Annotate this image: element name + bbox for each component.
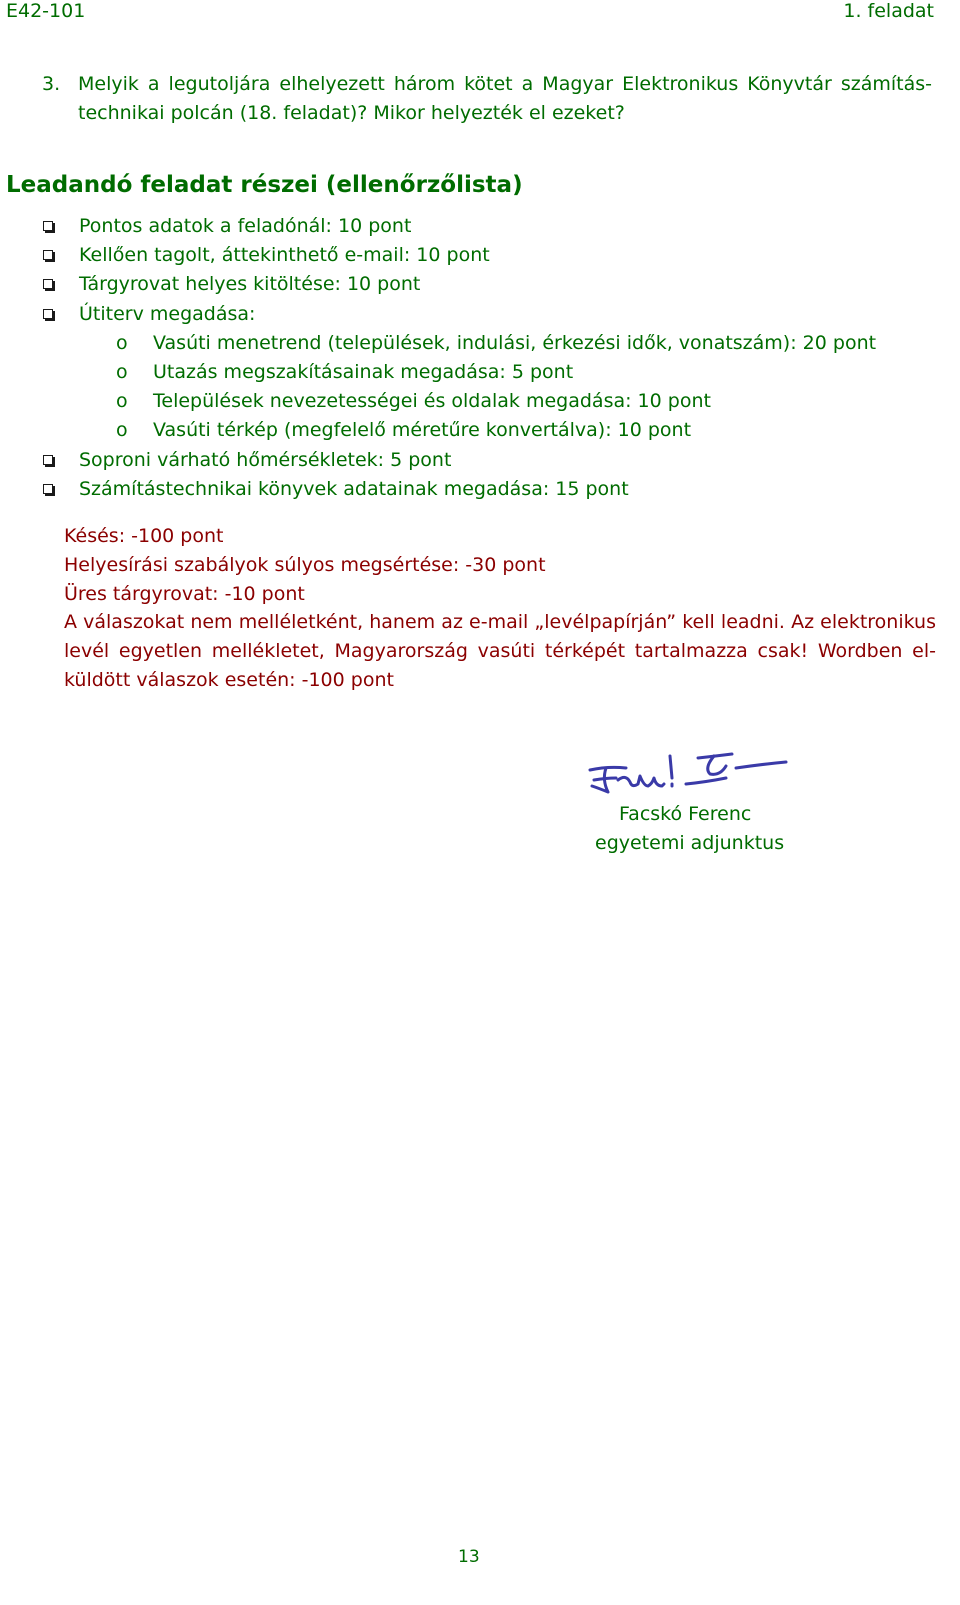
checklist-subitem-label: Települések nevezetességei és oldalak megadása: 10 pont [153,390,711,413]
circle-bullet-icon: o [116,390,128,413]
signature-stroke [670,756,672,778]
penalty-notes [64,522,936,695]
checklist-subitem [0,329,960,358]
checklist-item [0,212,960,241]
checkbox-icon [43,250,53,260]
question-3 [42,70,932,128]
checklist-subitem [0,416,960,445]
checklist-item-label: Számítástechnikai könyvek adatainak megadása: 15 pont [79,477,629,500]
checklist-item [0,241,960,270]
checklist-subitem [0,387,960,416]
task-label: 1. feladat [843,0,934,22]
section-title: Leadandó feladat részei (ellenőrzőlista) [6,172,523,198]
circle-bullet-icon: o [116,419,128,442]
checklist-item-label: Soproni várható hőmérsékletek: 5 pont [79,448,452,471]
checklist-item [0,475,960,504]
circle-bullet-icon: o [116,331,128,354]
checklist-item [0,446,960,475]
checkbox-icon [43,309,53,319]
checklist-item-label: Útiterv megadása: [79,302,256,325]
signature-stroke [590,767,626,770]
checklist [0,212,960,504]
signature-stroke [686,778,726,784]
question-text: Melyik a legutoljára elhelyezett három kötet a Magyar Elektronikus Könyvtár számítás-technikai polcán (18. feladat)? Mikor helyezték el ezeket? [78,73,932,124]
checklist-item [0,270,960,299]
checkbox-icon [43,455,53,465]
checklist-item [0,300,960,329]
checklist-subitem-label: Vasúti térkép (megfelelő méretűre konvertálva): 10 pont [153,419,692,442]
signature-stroke [618,776,664,786]
checkbox-icon [43,221,53,231]
signatory-title: egyetemi adjunktus [595,832,785,854]
submission-instructions: A válaszokat nem melléletként, hanem az e-mail „levélpapírján” kell leadni. Az elektronikus levél egyetlen mellékletet, Magyarország vasúti térképét tartalmazza csak! Wordben el-küldött válaszok esetén: -100 pont [64,611,936,691]
signature-stroke [708,756,726,774]
signature-stroke [594,778,616,780]
question-number: 3. [42,73,61,95]
checkbox-icon [43,484,53,494]
handwritten-signature [586,748,796,800]
spelling-penalty: Helyesírási szabályok súlyos megsértése: -30 pont [64,553,546,576]
empty-subject-penalty: Üres tárgyrovat: -10 pont [64,582,305,605]
checklist-subitem-label: Vasúti menetrend (települések, indulási, érkezési idők, vonatszám): 20 pont [153,331,877,354]
late-penalty: Késés: -100 pont [64,525,224,547]
document-code: E42-101 [6,0,86,22]
page-header [6,0,934,24]
circle-bullet-icon: o [116,360,128,383]
page-number: 13 [458,1547,480,1567]
signature-stroke [736,762,786,768]
signatory-name: Facskó Ferenc [619,803,752,825]
checkbox-icon [43,279,53,289]
checklist-item-label: Kellően tagolt, áttekinthető e-mail: 10 pont [79,244,490,267]
checklist-item-label: Pontos adatok a feladónál: 10 pont [79,215,412,237]
checklist-item-label: Tárgyrovat helyes kitöltése: 10 pont [79,273,421,296]
checklist-subitem [0,358,960,387]
checklist-subitem-label: Utazás megszakításainak megadása: 5 pont [153,360,574,383]
